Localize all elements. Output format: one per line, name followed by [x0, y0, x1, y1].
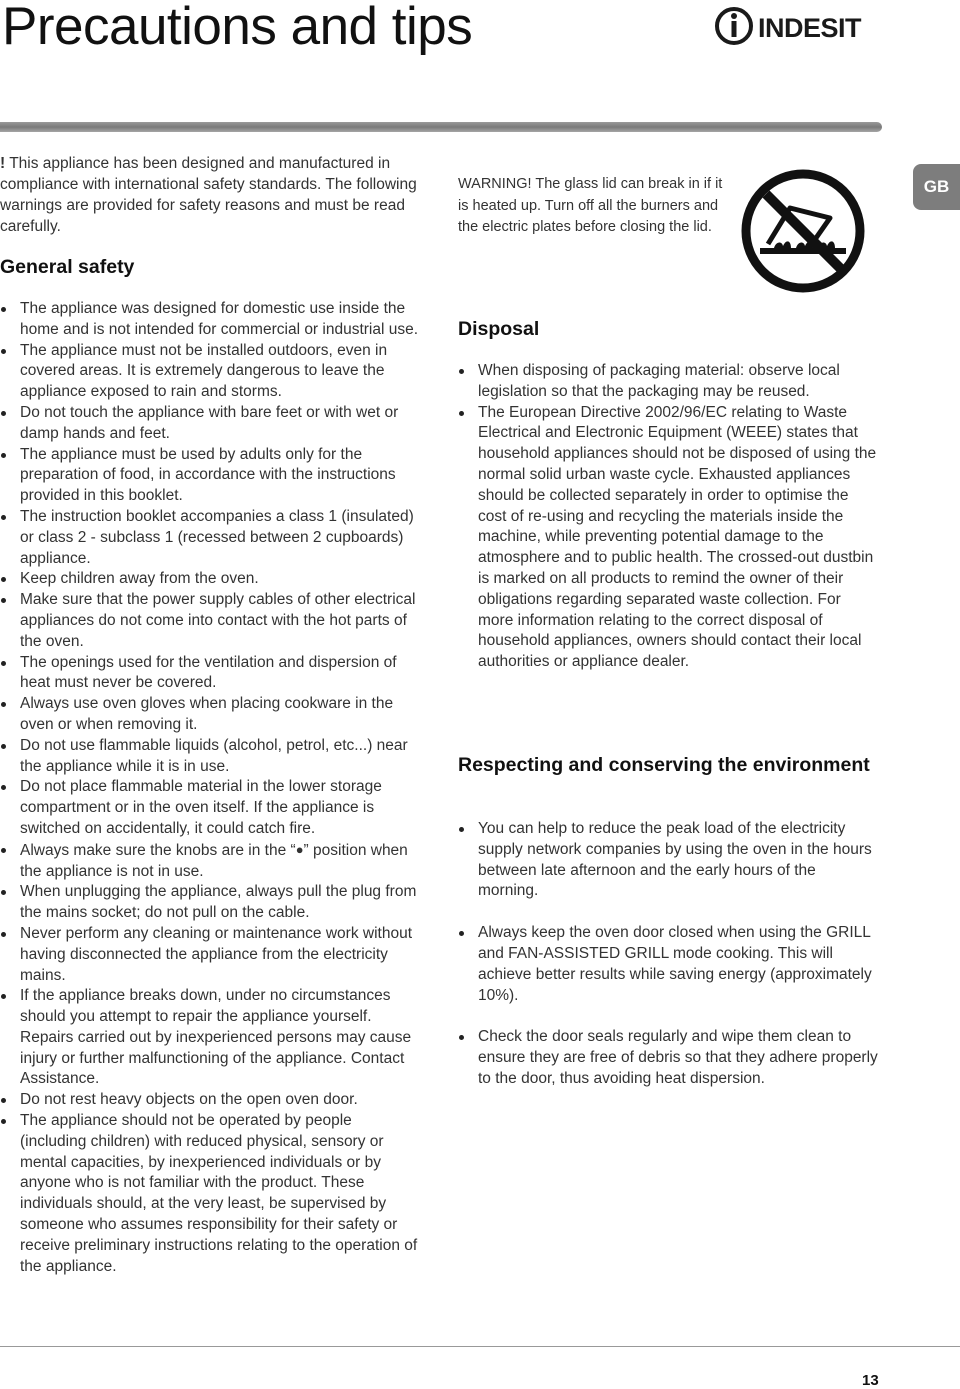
- language-tab: GB: [913, 164, 960, 210]
- exclamation-mark: !: [0, 155, 6, 172]
- list-item: The European Directive 2002/96/EC relating to Waste Electrical and Electronic Equipment (WEEE) states that household appliances should not be disposed of using the normal solid urban waste cycle. Exhausted appliances should be collected separately in order to optimise the cost of re-using and recycling the materials inside the machine, while preventing potential damage to the atmosphere and to public health. The crossed-out dustbin is marked on all products to remind the owner of their obligations regarding separated waste collection. For more information relating to the correct disposal of household appliances, owners should contact their local authorities or appliance dealer.: [458, 403, 878, 673]
- list-item: The appliance must be used by adults only for the preparation of food, in accordance with the instructions provided in this booklet.: [0, 445, 420, 507]
- intro-paragraph: [0, 153, 420, 237]
- disposal-heading: Disposal: [458, 318, 540, 340]
- list-item: Always keep the oven door closed when using the GRILL and FAN-ASSISTED GRILL mode cooking. This will achieve better results while saving energy (approximately 10%).: [458, 923, 878, 1006]
- list-item: Keep children away from the oven.: [0, 569, 420, 590]
- list-item: The appliance should not be operated by people (including children) with reduced physical, sensory or mental capacities, by inexperienced individuals or by anyone who is not familiar with the product. These individuals should, at the very least, be supervised by someone who assumes responsibility for their safety or receive preliminary instructions relating to the operation of the appliance.: [0, 1111, 420, 1277]
- list-item: Do not touch the appliance with bare feet or with wet or damp hands and feet.: [0, 403, 420, 445]
- footer-rule: [0, 1346, 960, 1347]
- list-item: The appliance must not be installed outdoors, even in covered areas. It is extremely dangerous to leave the appliance exposed to rain and storms.: [0, 341, 420, 403]
- brand-name: INDESIT: [758, 13, 862, 43]
- list-item: Do not rest heavy objects on the open oven door.: [0, 1090, 420, 1111]
- list-item: If the appliance breaks down, under no circumstances should you attempt to repair the appliance yourself. Repairs carried out by inexperienced persons may cause injury or further malfunctioning of the appliance. Contact Assistance.: [0, 986, 420, 1090]
- list-item: When disposing of packaging material: observe local legislation so that the packaging may be reused.: [458, 361, 878, 403]
- list-item: Make sure that the power supply cables of other electrical appliances do not come into contact with the hot parts of the oven.: [0, 590, 420, 652]
- list-item: The openings used for the ventilation and dispersion of heat must never be covered.: [0, 653, 420, 695]
- environment-heading: Respecting and conserving the environment: [458, 754, 870, 776]
- environment-list: [458, 819, 878, 1111]
- list-item: Never perform any cleaning or maintenance work without having disconnected the appliance from the electricity mains.: [0, 924, 420, 986]
- list-item: You can help to reduce the peak load of the electricity supply network companies by using the oven in the hours between late afternoon and the early hours of the morning.: [458, 819, 878, 902]
- list-item-knobs: [0, 840, 420, 883]
- header-rule: [0, 122, 882, 132]
- knob-off-symbol-icon: ●: [295, 841, 304, 857]
- no-closing-hot-lid-icon: [738, 166, 868, 296]
- list-item: Check the door seals regularly and wipe them clean to ensure they are free of debris so that they adhere properly to the door, thus avoiding heat dispersion.: [458, 1027, 878, 1089]
- list-item: Always use oven gloves when placing cookware in the oven or when removing it.: [0, 694, 420, 736]
- page-title: Precautions and tips: [2, 0, 473, 56]
- disposal-list: [458, 361, 878, 673]
- general-safety-heading: General safety: [0, 256, 135, 278]
- knob-text-after: ” position when the appliance is not in use.: [20, 841, 408, 880]
- knob-text-before: Always make sure the knobs are in the “: [20, 841, 296, 859]
- page-number: 13: [862, 1372, 879, 1389]
- list-item: Do not place flammable material in the lower storage compartment or in the oven itself. If the appliance is switched on accidentally, it could catch fire.: [0, 777, 420, 839]
- list-item: The appliance was designed for domestic use inside the home and is not intended for commercial or industrial use.: [0, 299, 420, 341]
- list-item: When unplugging the appliance, always pull the plug from the mains socket; do not pull on the cable.: [0, 882, 420, 924]
- intro-text: This appliance has been designed and manufactured in compliance with international safety standards. The following warnings are provided for safety reasons and must be read carefully.: [0, 155, 417, 235]
- indesit-logo: [714, 6, 884, 46]
- list-item: Do not use flammable liquids (alcohol, petrol, etc...) near the appliance while it is in use.: [0, 736, 420, 778]
- general-safety-list: [0, 299, 420, 1277]
- list-item: The instruction booklet accompanies a class 1 (insulated) or class 2 - subclass 1 (recessed between 2 cupboards) appliance.: [0, 507, 420, 569]
- warning-text: WARNING! The glass lid can break in if it is heated up. Turn off all the burners and the electric plates before closing the lid.: [458, 176, 723, 235]
